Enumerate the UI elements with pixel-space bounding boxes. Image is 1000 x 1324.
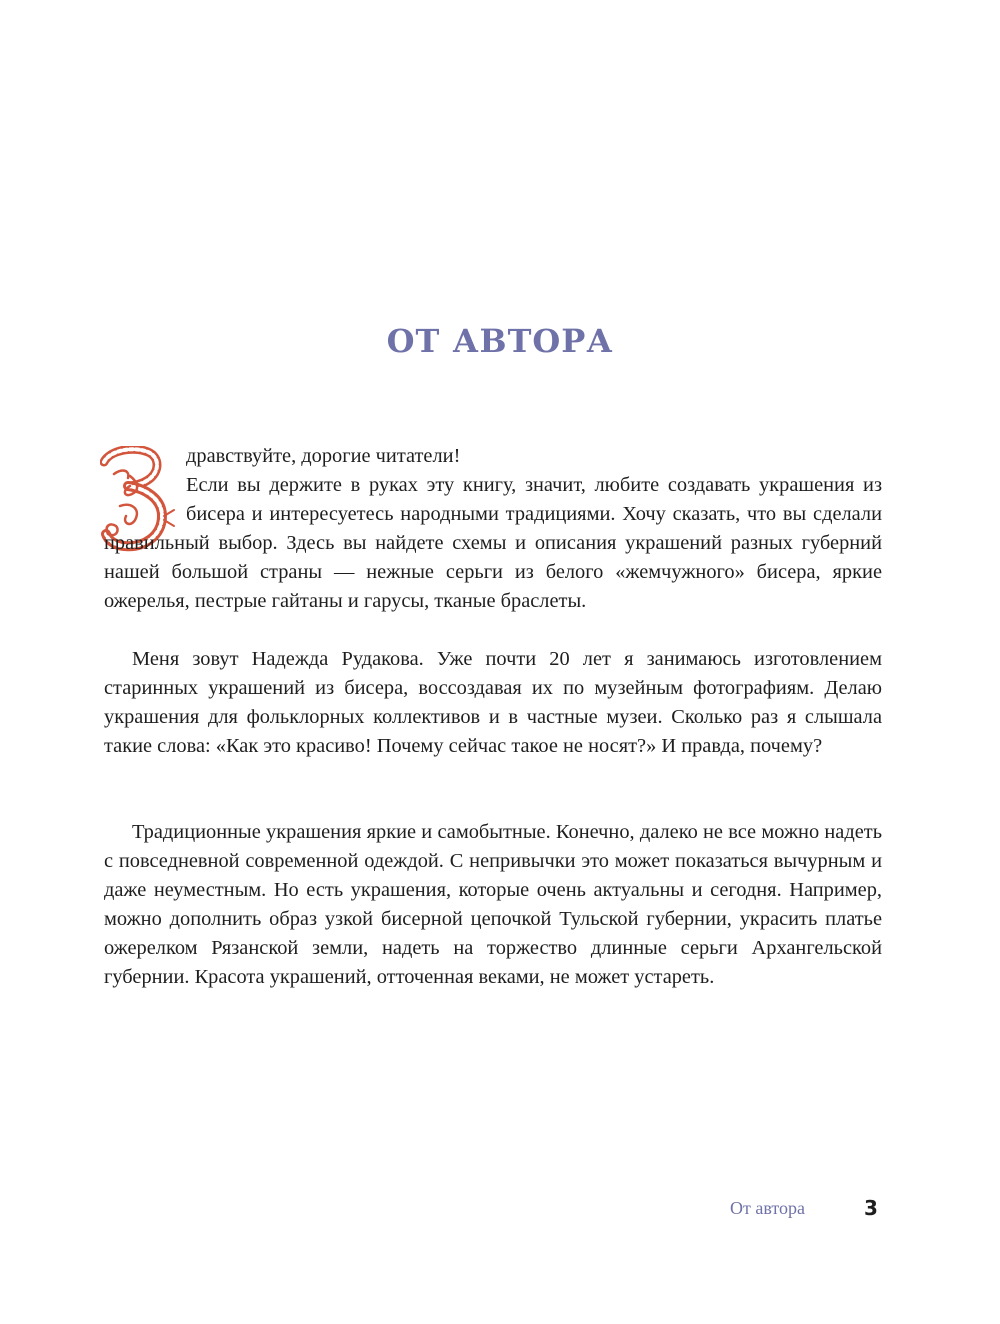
intro-text-wrap (104, 471, 882, 616)
page-title: ОТ АВТОРА (386, 322, 614, 360)
intro-text: Если вы держите в руках эту книгу, значит, любите создавать украшения из бисера и интересуетесь народными традициями. Хочу сказать, что вы сделали правильный выбор. Здесь вы найдете схемы и описания украшений разных губерний нашей большой страны — нежные серьги из белого «жемчужного» бисера, яркие ожерелья, пестрые гайтаны и гарусы, тканые браслеты. (104, 474, 882, 612)
page-number: 3 (864, 1196, 878, 1220)
paragraph-3: Традиционные украшения яркие и самобытные. Конечно, далеко не все можно надеть с повседневной современной одеждой. С непривычки это может показаться вычурным и даже неуместным. Но есть украшения, которые очень актуальны и сегодня. Например, можно дополнить образ узкой бисерной цепочкой Тульской губернии, украсить платье ожерелком Рязанской земли, надеть на торжество длинные серьги Архангельской губернии. Красота украшений, отточенная веками, не может устареть. (104, 821, 882, 988)
footer-section-label: От автора (730, 1198, 806, 1218)
paragraph-2: Меня зовут Надежда Рудакова. Уже почти 20 лет я занимаюсь изготовлением старинных украшений из бисера, воссоздавая их по музейным фотографиям. Делаю украшения для фольклорных коллективов и в частные музеи. Сколько раз я слышала такие слова: «Как это красиво! Почему сейчас такое не носят?» И правда, почему? (104, 648, 882, 757)
intro-paragraph (104, 442, 882, 616)
greeting-line: дравствуйте, дорогие читатели! (186, 445, 461, 467)
